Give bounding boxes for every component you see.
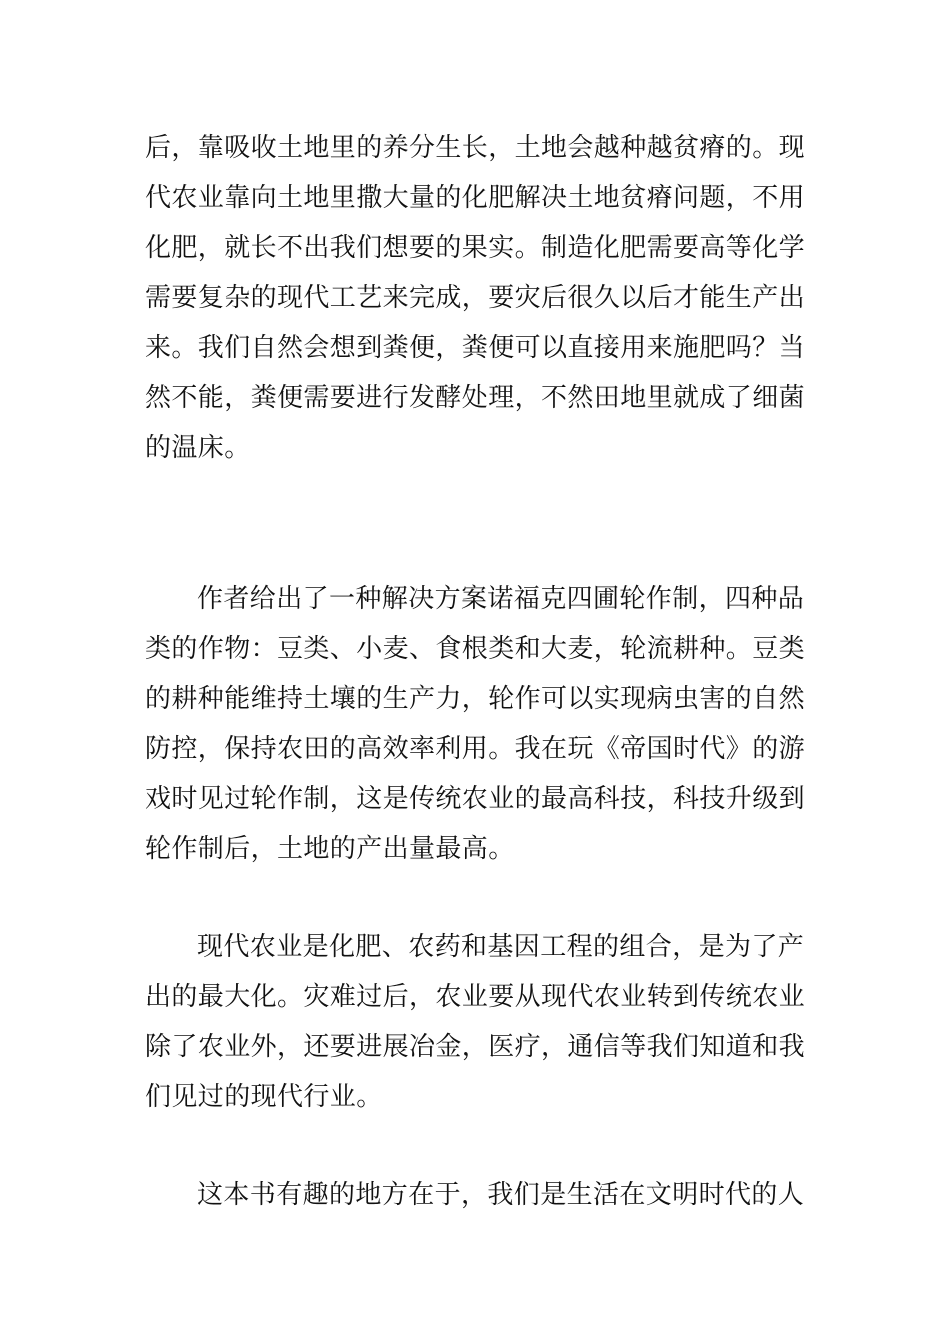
paragraph-line: 类的作物：豆类、小麦、食根类和大麦，轮流耕种。豆类 [145, 634, 806, 664]
paragraph-line: 们见过的现代行业。 [145, 1082, 383, 1112]
paragraph-line: 需要复杂的现代工艺来完成，要灾后很久以后才能生产出 [145, 283, 806, 313]
paragraph-line: 然不能，粪便需要进行发酵处理，不然田地里就成了细菌 [145, 383, 806, 413]
paragraph-line: 的耕种能维持土壤的生产力，轮作可以实现病虫害的自然 [145, 684, 806, 714]
paragraph-line: 代农业靠向土地里撒大量的化肥解决土地贫瘠问题，不用 [145, 183, 806, 213]
paragraph-line: 戏时见过轮作制，这是传统农业的最高科技，科技升级到 [145, 784, 806, 814]
paragraph-line: 轮作制后，土地的产出量最高。 [145, 834, 515, 864]
paragraph-line: 防控，保持农田的高效率利用。我在玩《帝国时代》的游 [145, 734, 806, 764]
paragraph-line: 化肥，就长不出我们想要的果实。制造化肥需要高等化学 [145, 233, 806, 263]
paragraph-line: 除了农业外，还要进展冶金，医疗，通信等我们知道和我 [145, 1032, 806, 1062]
paragraph-line: 现代农业是化肥、农药和基因工程的组合，是为了产 [197, 932, 805, 962]
paragraph-line: 出的最大化。灾难过后，农业要从现代农业转到传统农业 [145, 982, 806, 1012]
paragraph-line: 这本书有趣的地方在于，我们是生活在文明时代的人 [197, 1180, 805, 1210]
paragraph-line: 作者给出了一种解决方案诺福克四圃轮作制，四种品 [197, 584, 805, 614]
paragraph-line: 的温床。 [145, 433, 251, 463]
paragraph-line: 来。我们自然会想到粪便，粪便可以直接用来施肥吗？当 [145, 333, 806, 363]
paragraph-line: 后，靠吸收土地里的养分生长，土地会越种越贫瘠的。现 [145, 133, 806, 163]
